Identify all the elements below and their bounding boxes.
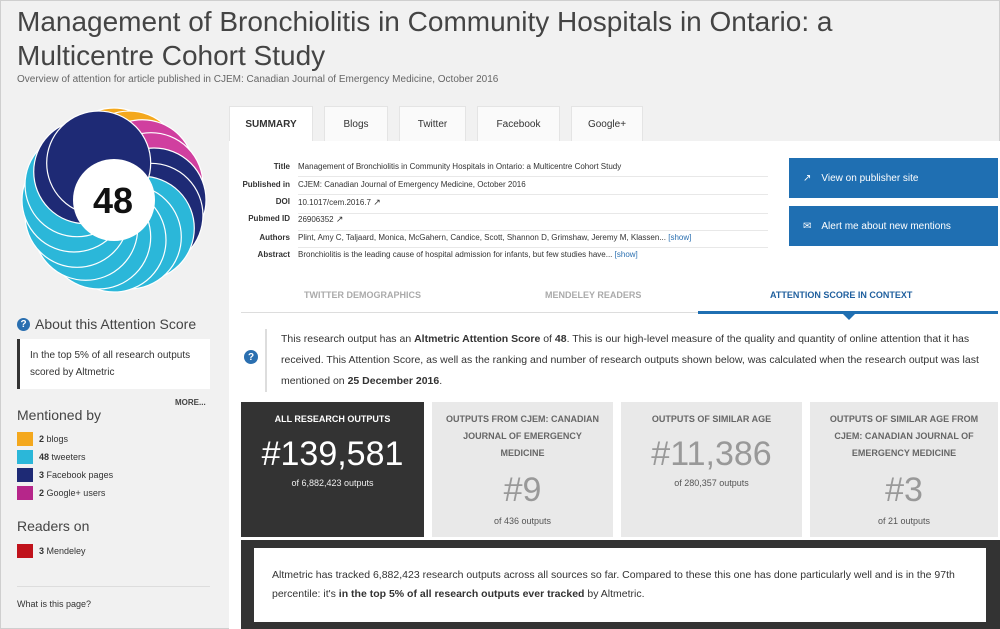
summary-text: by Altmetric. <box>584 588 645 600</box>
googleplus-swatch <box>17 486 33 500</box>
page-title: Management of Bronchiolitis in Community Hospitals in Ontario: a Multicentre Cohort Study <box>17 6 833 71</box>
page-subtitle: Overview of attention for article published in CJEM: Canadian Journal of Emergency Medicine, October 2016 <box>17 74 499 85</box>
divider <box>17 586 210 587</box>
mention-label: blogs <box>46 434 69 444</box>
tab-mendeley-readers[interactable]: MENDELEY READERS <box>545 290 642 300</box>
mentioned-by-heading: Mentioned by <box>17 407 102 423</box>
mention-blogs[interactable] <box>17 432 68 446</box>
detail-title-value: Management of Bronchiolitis in Community Hospitals in Ontario: a Multicentre Cohort Study <box>298 162 768 177</box>
rank-box-all-outputs[interactable] <box>241 402 424 537</box>
rank-sub: of 21 outputs <box>877 516 931 526</box>
blogs-swatch <box>17 432 33 446</box>
show-abstract-link[interactable]: [show] <box>614 250 638 259</box>
detail-doi-row <box>240 197 768 214</box>
about-score-link[interactable] <box>17 316 196 332</box>
tab-facebook[interactable]: Facebook <box>477 106 560 141</box>
rank-value: #139,581 <box>261 435 404 473</box>
show-authors-link[interactable]: [show] <box>668 233 692 242</box>
tab-attention-score-context[interactable]: ATTENTION SCORE IN CONTEXT <box>770 290 913 300</box>
mention-count: 48 <box>39 452 50 462</box>
tab-twitter-demographics[interactable]: TWITTER DEMOGRAPHICS <box>304 290 421 300</box>
external-link-icon[interactable]: ↗ <box>335 214 344 224</box>
what-is-this-page-link[interactable]: What is this page? <box>17 599 92 609</box>
reader-label: Mendeley <box>46 546 86 556</box>
mention-count: 2 <box>39 488 45 498</box>
rank-value: #11,386 <box>651 435 772 473</box>
detail-title-row <box>240 162 768 177</box>
mendeley-swatch <box>17 544 33 558</box>
mention-label: Facebook pages <box>46 470 114 480</box>
mention-label: Google+ users <box>46 488 106 498</box>
rank-box-similar-age[interactable] <box>621 402 802 537</box>
reader-count: 3 <box>39 546 45 556</box>
facebook-swatch <box>17 468 33 482</box>
question-icon[interactable]: ? <box>244 350 258 364</box>
rank-box-heading: OUTPUTS OF SIMILAR AGE FROM CJEM: CANADIAN JOURNAL OF EMERGENCY MEDICINE <box>829 414 979 458</box>
tab-twitter[interactable]: Twitter <box>399 106 466 141</box>
rank-sub: of 280,357 outputs <box>674 478 749 488</box>
summary-text: Altmetric has tracked 6,882,423 research outputs across all sources so far. Compared to these this one has done particularly well and is in the 97th percentile: it's <box>272 569 955 600</box>
rank-box-heading: OUTPUTS FROM CJEM: CANADIAN JOURNAL OF EMERGENCY MEDICINE <box>446 414 599 458</box>
rank-value: #9 <box>503 471 542 509</box>
detail-label: Authors <box>259 233 290 242</box>
mention-count: 2 <box>39 434 45 444</box>
external-link-icon[interactable]: ↗ <box>373 197 381 207</box>
rank-box-journal[interactable] <box>432 402 613 537</box>
pubmed-link[interactable]: 26906352 <box>298 215 334 224</box>
authors-value: Plint, Amy C, Taljaard, Monica, McGahern, Candice, Scott, Shannon D, Grimshaw, Jeremy M, Klassen... <box>298 233 666 242</box>
detail-label: Pubmed ID <box>248 214 290 223</box>
context-bold: 48 <box>554 333 567 345</box>
more-link[interactable]: MORE... <box>175 398 206 407</box>
context-description <box>265 329 1000 392</box>
active-tab-notch <box>842 313 856 320</box>
reader-mendeley[interactable] <box>17 544 86 558</box>
context-bold: Altmetric Attention Score <box>414 333 541 345</box>
question-icon: ? <box>17 318 30 331</box>
abstract-value: Bronchiolitis is the leading cause of hospital admission for infants, but few studies have... <box>298 250 613 259</box>
tab-summary[interactable]: SUMMARY <box>229 106 313 141</box>
mention-tweeters[interactable] <box>17 450 86 464</box>
view-publisher-label: View on publisher site <box>821 172 919 184</box>
context-text: This research output has an <box>281 333 415 345</box>
rank-value: #3 <box>885 471 923 509</box>
context-text: . This is our high-level measure of the quality and quantity of online attention that it has received. This Attention Score, as well as the ranking and number of research outputs shown below, was calculated when the research output was last mentioned on <box>281 333 979 387</box>
view-publisher-button[interactable] <box>789 158 998 198</box>
top-percentile-note: In the top 5% of all research outputs scored by Altmetric <box>17 339 210 389</box>
mention-facebook[interactable] <box>17 468 113 482</box>
readers-on-heading: Readers on <box>17 518 90 534</box>
rank-sub: of 436 outputs <box>493 516 552 526</box>
detail-authors-row <box>240 233 768 248</box>
detail-abstract-row <box>240 250 768 264</box>
rank-sub: of 6,882,423 outputs <box>291 478 374 488</box>
tab-blogs[interactable]: Blogs <box>324 106 388 141</box>
rank-box-similar-age-journal[interactable] <box>810 402 998 537</box>
context-text: of <box>540 333 555 345</box>
rank-box-heading: ALL RESEARCH OUTPUTS <box>274 414 391 424</box>
detail-pubmed-row <box>240 214 768 231</box>
mention-googleplus[interactable] <box>17 486 105 500</box>
alert-mentions-label: Alert me about new mentions <box>821 220 951 232</box>
attention-score: 48 <box>92 180 134 221</box>
alert-mentions-button[interactable] <box>789 206 998 246</box>
detail-label: Published in <box>242 180 290 189</box>
doi-link[interactable]: 10.1017/cem.2016.7 <box>298 198 371 207</box>
detail-label: DOI <box>275 197 290 206</box>
detail-label: Abstract <box>257 250 290 259</box>
envelope-icon: ✉ <box>803 220 812 232</box>
mention-label: tweeters <box>51 452 86 462</box>
tab-googleplus[interactable]: Google+ <box>571 106 643 141</box>
about-score-label: About this Attention Score <box>35 316 197 332</box>
external-link-icon: ↗ <box>803 172 812 184</box>
rank-box-heading: OUTPUTS OF SIMILAR AGE <box>651 414 772 424</box>
mention-count: 3 <box>39 470 45 480</box>
detail-published-value: CJEM: Canadian Journal of Emergency Medicine, October 2016 <box>298 180 768 195</box>
tweeters-swatch <box>17 450 33 464</box>
context-bold: 25 December 2016 <box>347 375 440 387</box>
tab-bar <box>229 106 643 141</box>
percentile-summary <box>252 546 988 624</box>
detail-published-row <box>240 180 768 195</box>
summary-bold: in the top 5% of all research outputs ever tracked <box>338 588 585 600</box>
context-text: . <box>439 375 443 387</box>
detail-label: Title <box>273 162 290 171</box>
